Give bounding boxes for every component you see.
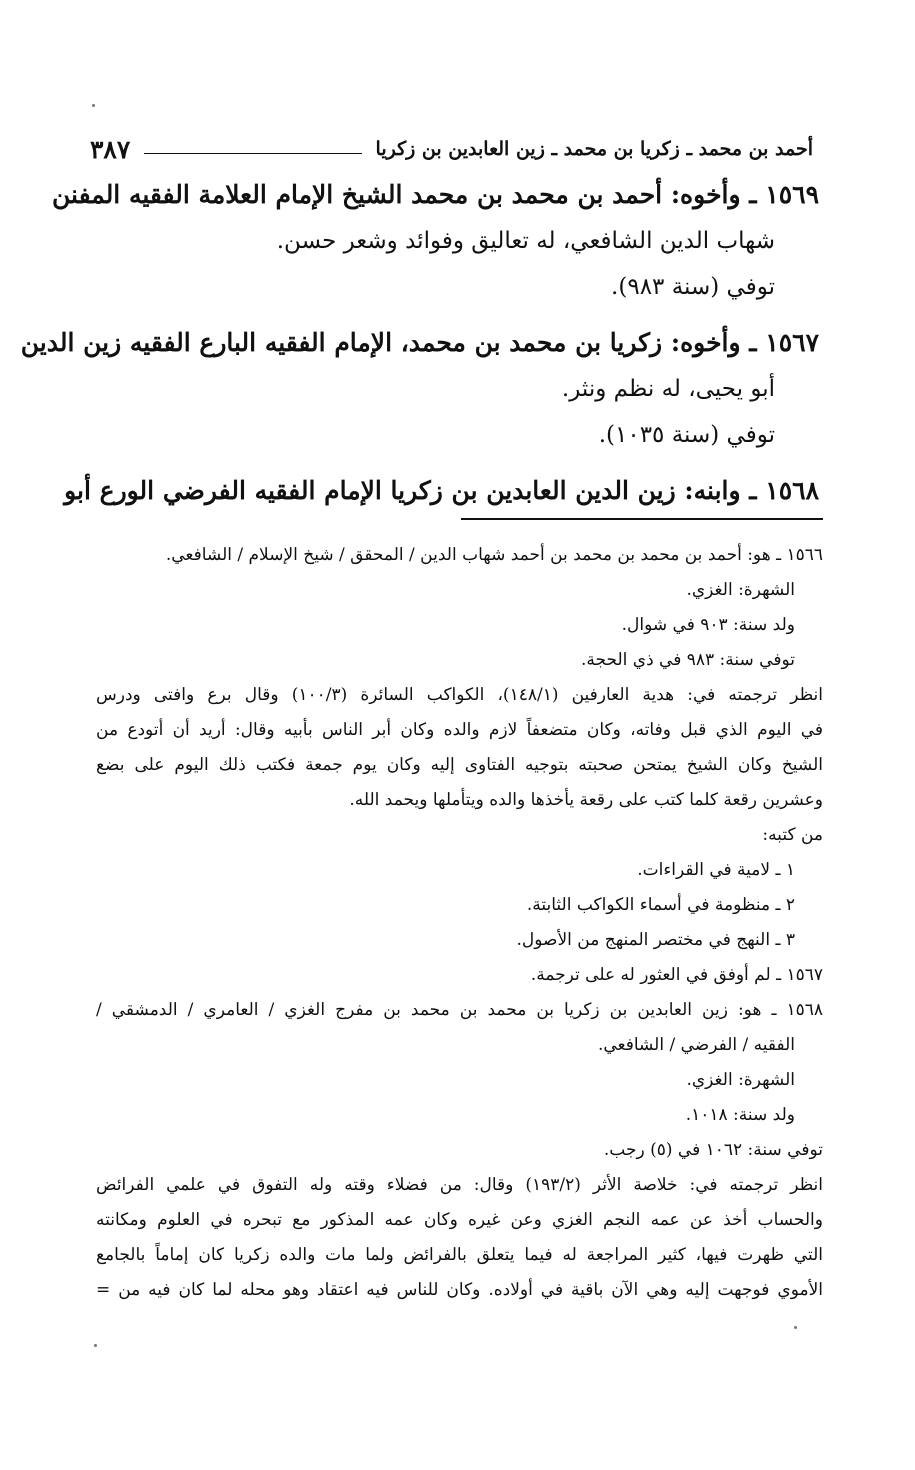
entry-1567 (20, 320, 819, 458)
running-header (90, 132, 813, 166)
entry-death: توفي (سنة ١٠٣٥). (598, 422, 775, 448)
footnote-line: وعشرين رقعة كلما كتب على رقعة يأخذها والده ويتأملها ويحمد الله. (349, 790, 823, 810)
header-rule (144, 153, 361, 154)
scan-speck (94, 1344, 97, 1347)
running-title: أحمد بن محمد ـ زكريا بن محمد ـ زين العابدين بن زكريا (375, 138, 813, 160)
main-entries (20, 172, 819, 514)
footnote-line: انظر ترجمته في: خلاصة الأثر (١٩٣/٢) وقال: من فضلاء وقته وله التفوق في علمي الفرائض (96, 1175, 823, 1195)
footnote-1567: ١٥٦٧ ـ لم أوفق في العثور له على ترجمة. (530, 965, 823, 985)
footnote-line: الشهرة: الغزي. (686, 580, 795, 600)
footnote-line: توفي سنة: ٩٨٣ في ذي الحجة. (580, 650, 795, 670)
footnote-line: من كتبه: (762, 825, 823, 845)
footnote-line: والحساب أخذ عن عمه النجم الغزي وعن غيره وكان عمه المذكور مع تبحره في العلوم ومكانته (96, 1210, 823, 1230)
entry-1568 (64, 468, 819, 514)
entry-heading: ١٥٦٨ ـ وابنه: زين الدين العابدين بن زكريا الإمام الفقيه الفرضي الورع أبو (64, 476, 819, 505)
entry-death: توفي (سنة ٩٨٣). (611, 274, 775, 300)
footnote-line: ولد سنة: ١٠١٨. (685, 1105, 795, 1125)
entry-1569 (52, 172, 819, 310)
footnote-list-item: ٢ ـ منظومة في أسماء الكواكب الثابتة. (526, 895, 795, 915)
footnote-line: الأموي فوجهت إليه وهي الآن باقية في أولاده. وكان للناس فيه اعتقاد وهو محله لما كان فيه من = (96, 1280, 823, 1300)
footnote-separator (461, 518, 823, 520)
footnote-line: الشيخ وكان الشيخ يمتحن صحبته بتوجيه الفتاوى إليه وكان يوم جمعة فكتب ذلك اليوم على بضع (96, 755, 823, 775)
footnotes (96, 538, 823, 1308)
footnote-line: الفقيه / الفرضي / الشافعي. (597, 1035, 795, 1055)
entry-text: أبو يحيى، له نظم ونثر. (561, 376, 775, 402)
footnote-line: الشهرة: الغزي. (686, 1070, 795, 1090)
scan-speck (794, 1326, 797, 1329)
footnote-1566-heading: ١٥٦٦ ـ هو: أحمد بن محمد بن محمد بن أحمد شهاب الدين / المحقق / شيخ الإسلام / الشافعي. (165, 545, 823, 565)
footnote-list-item: ١ ـ لامية في القراءات. (637, 860, 795, 880)
footnote-line: انظر ترجمته في: هدية العارفين (١٤٨/١)، الكواكب السائرة (١٠٠/٣) وقال برع وافتى ودرس (96, 685, 823, 705)
entry-text: شهاب الدين الشافعي، له تعاليق وفوائد وشعر حسن. (276, 228, 775, 254)
footnote-line: ولد سنة: ٩٠٣ في شوال. (621, 615, 795, 635)
footnote-list-item: ٣ ـ النهج في مختصر المنهج من الأصول. (516, 930, 795, 950)
entry-heading: ١٥٦٧ ـ وأخوه: زكريا بن محمد بن محمد، الإمام الفقيه البارع الفقيه زين الدين (20, 328, 819, 357)
footnote-line: توفي سنة: ١٠٦٢ في (٥) رجب. (603, 1140, 823, 1160)
scan-speck (92, 104, 95, 107)
page-number: ٣٨٧ (90, 134, 131, 164)
footnote-line: التي ظهرت فيها، كثير المراجعة له فيما يتعلق بالفرائض ولما مات والده زكريا كان إماماً بالجامع (96, 1245, 823, 1265)
footnote-line: في اليوم الذي قبل وفاته، وكان متضعفاً لازم والده وكان أبر الناس بأبيه وقال: أريد أن أتودع من (96, 720, 823, 740)
entry-heading: ١٥٦٩ ـ وأخوه: أحمد بن محمد بن محمد الشيخ الإمام العلامة الفقيه المفنن (52, 180, 819, 209)
footnote-1568-heading: ١٥٦٨ ـ هو: زين العابدين بن زكريا بن محمد بن محمد بن مفرج الغزي / العامري / الدمشقي / (96, 1000, 823, 1020)
